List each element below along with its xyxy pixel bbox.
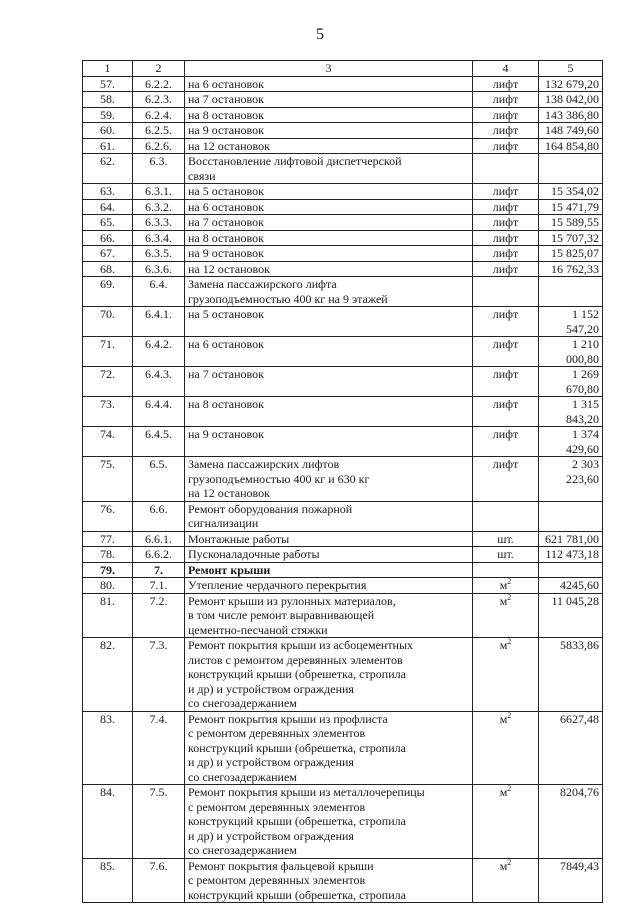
unit-cell <box>473 246 539 262</box>
header-cell: 4 <box>473 61 539 77</box>
unit-cell <box>473 138 539 154</box>
unit-superscript: 2 <box>507 577 512 586</box>
unit-text: лифт <box>492 215 519 229</box>
description-line: на 6 остановок <box>188 199 264 214</box>
table-header-row <box>83 61 603 77</box>
row-number-cell: 65. <box>83 215 133 231</box>
description-line: на 9 остановок <box>188 427 264 441</box>
description-cell <box>185 199 473 215</box>
unit-text: лифт <box>492 427 519 441</box>
price-cell: 1 374 429,60 <box>539 427 603 457</box>
price-cell: 11 045,28 <box>539 593 603 638</box>
table-row <box>83 531 603 547</box>
item-code-cell: 6.6.2. <box>133 547 185 563</box>
unit-cell <box>473 457 539 502</box>
description-line: на 5 остановок <box>188 184 264 198</box>
price-cell: 15 471,79 <box>539 199 603 215</box>
description-line: связи <box>188 168 216 183</box>
unit-cell <box>473 261 539 277</box>
row-number-cell: 79. <box>83 562 133 578</box>
unit-text: лифт <box>492 123 519 137</box>
unit-cell <box>473 92 539 108</box>
row-number-cell: 77. <box>83 531 133 547</box>
row-number-cell: 81. <box>83 593 133 638</box>
price-cell: 1 269 670,80 <box>539 367 603 397</box>
description-line: конструкций крыши (обрешетка, стропила <box>188 740 406 755</box>
unit-text: лифт <box>492 246 519 260</box>
unit-text: лифт <box>492 92 519 106</box>
description-cell <box>185 531 473 547</box>
unit-cell <box>473 638 539 712</box>
table-row <box>83 547 603 563</box>
description-line: на 12 остановок <box>188 138 270 153</box>
item-code-cell: 6.6.1. <box>133 531 185 547</box>
item-code-cell: 6.2.3. <box>133 92 185 108</box>
unit-text: лифт <box>492 107 519 122</box>
unit-superscript: 2 <box>507 857 512 867</box>
unit-cell <box>473 501 539 531</box>
description-cell <box>185 215 473 231</box>
item-code-cell: 7.6. <box>133 858 185 903</box>
unit-cell <box>473 711 539 785</box>
item-code-cell: 6.3.2. <box>133 199 185 215</box>
unit-cell <box>473 367 539 397</box>
item-code-cell: 6.2.6. <box>133 138 185 154</box>
row-number-cell: 85. <box>83 858 133 903</box>
unit-text: м <box>499 593 508 608</box>
description-line: Восстановление лифтовой диспетчерской <box>188 154 402 168</box>
price-cell <box>539 154 603 184</box>
price-cell: 15 825,07 <box>539 246 603 262</box>
unit-cell <box>473 547 539 563</box>
row-number-cell: 60. <box>83 123 133 139</box>
row-number-cell: 78. <box>83 547 133 563</box>
table-row <box>83 76 603 92</box>
price-cell <box>539 501 603 531</box>
item-code-cell: 6.4.3. <box>133 367 185 397</box>
description-line: Ремонт крыши из рулонных материалов, <box>188 593 396 608</box>
description-line: Ремонт покрытия крыши из металлочерепицы <box>188 785 425 799</box>
row-number-cell: 67. <box>83 246 133 262</box>
unit-superscript: 2 <box>507 592 512 602</box>
unit-cell <box>473 531 539 547</box>
header-cell: 5 <box>539 61 603 77</box>
description-line: на 6 остановок <box>188 76 264 91</box>
item-code-cell: 6.6. <box>133 501 185 531</box>
unit-text: м <box>499 578 508 592</box>
unit-text: лифт <box>492 261 519 276</box>
table-row <box>83 427 603 457</box>
description-line: с ремонтом деревянных элементов <box>188 873 366 887</box>
unit-text: м <box>499 638 508 652</box>
unit-text: м <box>499 858 508 873</box>
price-cell: 132 679,20 <box>539 76 603 92</box>
description-cell <box>185 107 473 123</box>
unit-text: лифт <box>492 230 519 245</box>
row-number-cell: 62. <box>83 154 133 184</box>
description-line: Монтажные работы <box>188 531 290 546</box>
price-cell: 138 042,00 <box>539 92 603 108</box>
unit-cell <box>473 307 539 337</box>
price-cell: 1 210 000,80 <box>539 337 603 367</box>
unit-text: лифт <box>492 367 519 381</box>
table-row <box>83 230 603 246</box>
item-code-cell: 7.4. <box>133 711 185 785</box>
description-line: на 12 остановок <box>188 261 270 276</box>
description-line: сигнализации <box>188 516 259 530</box>
price-cell: 15 707,32 <box>539 230 603 246</box>
description-cell <box>185 230 473 246</box>
row-number-cell: 73. <box>83 397 133 427</box>
description-line: Ремонт оборудования пожарной <box>188 501 353 516</box>
table-row <box>83 199 603 215</box>
table-row <box>83 138 603 154</box>
unit-cell <box>473 154 539 184</box>
item-code-cell: 7.1. <box>133 578 185 594</box>
unit-cell <box>473 858 539 903</box>
item-code-cell: 6.3.3. <box>133 215 185 231</box>
unit-cell <box>473 215 539 231</box>
price-cell: 1 315 843,20 <box>539 397 603 427</box>
unit-cell <box>473 562 539 578</box>
unit-text: лифт <box>492 397 519 411</box>
description-line: и др) и устройством ограждения <box>188 755 354 769</box>
table-row <box>83 578 603 594</box>
description-cell <box>185 785 473 859</box>
price-cell: 148 749,60 <box>539 123 603 139</box>
description-cell <box>185 307 473 337</box>
table-row <box>83 457 603 502</box>
price-cell: 7849,43 <box>539 858 603 903</box>
description-line: грузоподъемностью 400 кг и 630 кг <box>188 471 370 486</box>
item-code-cell: 6.2.2. <box>133 76 185 92</box>
description-cell <box>185 261 473 277</box>
description-cell <box>185 367 473 397</box>
item-code-cell: 7.2. <box>133 593 185 638</box>
price-cell: 2 303 223,60 <box>539 457 603 502</box>
unit-cell <box>473 785 539 859</box>
unit-text: лифт <box>492 307 519 321</box>
unit-cell <box>473 593 539 638</box>
row-number-cell: 64. <box>83 199 133 215</box>
unit-cell <box>473 76 539 92</box>
table-row <box>83 92 603 108</box>
price-table <box>82 60 603 903</box>
unit-text: шт. <box>497 531 514 546</box>
table-row <box>83 858 603 903</box>
unit-text: лифт <box>492 337 519 351</box>
price-cell: 5833,86 <box>539 638 603 712</box>
price-cell: 4245,60 <box>539 578 603 594</box>
item-code-cell: 7.3. <box>133 638 185 712</box>
description-line: и др) и устройством ограждения <box>188 828 354 843</box>
item-code-cell: 6.3. <box>133 154 185 184</box>
description-line: Пусконаладочные работы <box>188 547 320 561</box>
description-line: Ремонт покрытия крыши из асбоцементных <box>188 638 414 652</box>
description-line: на 7 остановок <box>188 215 264 229</box>
row-number-cell: 59. <box>83 107 133 123</box>
description-line: на 6 остановок <box>188 337 264 351</box>
description-line: со снегозадержанием <box>188 843 297 857</box>
unit-text: м <box>499 785 508 799</box>
table-row <box>83 638 603 712</box>
description-line: конструкций крыши (обрешетка, стропила <box>188 887 406 902</box>
unit-superscript: 2 <box>507 710 512 720</box>
row-number-cell: 71. <box>83 337 133 367</box>
table-row <box>83 184 603 200</box>
price-cell <box>539 277 603 307</box>
row-number-cell: 75. <box>83 457 133 502</box>
description-line: на 7 остановок <box>188 92 264 106</box>
row-number-cell: 69. <box>83 277 133 307</box>
price-cell: 164 854,80 <box>539 138 603 154</box>
price-cell: 15 354,02 <box>539 184 603 200</box>
unit-text: лифт <box>492 76 519 91</box>
item-code-cell: 6.4.2. <box>133 337 185 367</box>
price-cell: 6627,48 <box>539 711 603 785</box>
row-number-cell: 57. <box>83 76 133 92</box>
table-row <box>83 261 603 277</box>
table-row <box>83 123 603 139</box>
item-code-cell: 6.3.1. <box>133 184 185 200</box>
table-row <box>83 337 603 367</box>
row-number-cell: 82. <box>83 638 133 712</box>
unit-text: лифт <box>492 138 519 153</box>
description-line: на 7 остановок <box>188 367 264 381</box>
unit-superscript: 2 <box>507 784 512 793</box>
row-number-cell: 76. <box>83 501 133 531</box>
description-cell <box>185 154 473 184</box>
description-line: Утепление чердачного перекрытия <box>188 578 367 592</box>
description-cell <box>185 427 473 457</box>
description-cell <box>185 501 473 531</box>
table-row <box>83 107 603 123</box>
item-code-cell: 6.3.5. <box>133 246 185 262</box>
description-line: со снегозадержанием <box>188 696 297 710</box>
table-row <box>83 154 603 184</box>
row-number-cell: 66. <box>83 230 133 246</box>
unit-cell <box>473 397 539 427</box>
description-line: на 8 остановок <box>188 107 264 122</box>
unit-cell <box>473 123 539 139</box>
description-line: листов с ремонтом деревянных элементов <box>188 652 403 667</box>
header-cell: 2 <box>133 61 185 77</box>
description-line: на 9 остановок <box>188 123 264 137</box>
description-line: грузоподъемностью 400 кг на 9 этажей <box>188 291 388 306</box>
table-row <box>83 215 603 231</box>
item-code-cell: 6.4. <box>133 277 185 307</box>
description-cell <box>185 246 473 262</box>
table-row <box>83 397 603 427</box>
table-row <box>83 307 603 337</box>
item-code-cell: 6.4.1. <box>133 307 185 337</box>
row-number-cell: 61. <box>83 138 133 154</box>
row-number-cell: 68. <box>83 261 133 277</box>
item-code-cell: 6.3.4. <box>133 230 185 246</box>
row-number-cell: 83. <box>83 711 133 785</box>
price-cell: 112 473,18 <box>539 547 603 563</box>
price-cell: 8204,76 <box>539 785 603 859</box>
table-row <box>83 501 603 531</box>
item-code-cell: 6.4.4. <box>133 397 185 427</box>
price-cell <box>539 562 603 578</box>
price-cell: 143 386,80 <box>539 107 603 123</box>
description-line: Ремонт покрытия фальцевой крыши <box>188 858 374 873</box>
unit-cell <box>473 230 539 246</box>
table-row <box>83 562 603 578</box>
unit-cell <box>473 184 539 200</box>
item-code-cell: 6.4.5. <box>133 427 185 457</box>
description-cell <box>185 184 473 200</box>
description-line: Ремонт покрытия крыши из профлиста <box>188 711 388 726</box>
table-row <box>83 711 603 785</box>
description-cell <box>185 578 473 594</box>
item-code-cell: 6.2.4. <box>133 107 185 123</box>
description-line: в том числе ремонт выравнивающей <box>188 608 375 622</box>
unit-cell <box>473 277 539 307</box>
description-cell <box>185 138 473 154</box>
unit-cell <box>473 199 539 215</box>
description-cell <box>185 858 473 903</box>
description-cell <box>185 457 473 502</box>
unit-text: лифт <box>492 184 519 198</box>
description-line: с ремонтом деревянных элементов <box>188 726 366 740</box>
description-line: на 12 остановок <box>188 486 270 500</box>
row-number-cell: 58. <box>83 92 133 108</box>
description-line: конструкций крыши (обрешетка, стропила <box>188 667 406 681</box>
item-code-cell: 7.5. <box>133 785 185 859</box>
row-number-cell: 80. <box>83 578 133 594</box>
row-number-cell: 72. <box>83 367 133 397</box>
description-cell <box>185 593 473 638</box>
unit-superscript: 2 <box>507 637 512 646</box>
unit-text: шт. <box>497 547 514 561</box>
description-line: конструкций крыши (обрешетка, стропила <box>188 814 406 828</box>
description-line: с ремонтом деревянных элементов <box>188 799 366 814</box>
unit-text: м <box>499 711 508 726</box>
description-cell <box>185 711 473 785</box>
header-cell: 3 <box>185 61 473 77</box>
table-row <box>83 277 603 307</box>
description-cell <box>185 547 473 563</box>
row-number-cell: 74. <box>83 427 133 457</box>
price-cell: 16 762,33 <box>539 261 603 277</box>
description-line: Замена пассажирских лифтов <box>188 457 340 471</box>
item-code-cell: 7. <box>133 562 185 578</box>
description-line: на 9 остановок <box>188 246 264 260</box>
item-code-cell: 6.3.6. <box>133 261 185 277</box>
price-cell: 1 152 547,20 <box>539 307 603 337</box>
description-line: Ремонт крыши <box>188 562 271 577</box>
row-number-cell: 63. <box>83 184 133 200</box>
description-cell <box>185 397 473 427</box>
item-code-cell: 6.5. <box>133 457 185 502</box>
unit-text: лифт <box>492 457 519 471</box>
table-row <box>83 246 603 262</box>
row-number-cell: 84. <box>83 785 133 859</box>
unit-cell <box>473 107 539 123</box>
description-cell <box>185 277 473 307</box>
description-line: со снегозадержанием <box>188 769 297 784</box>
table-row <box>83 785 603 859</box>
description-cell <box>185 638 473 712</box>
price-cell: 15 589,55 <box>539 215 603 231</box>
header-cell: 1 <box>83 61 133 77</box>
unit-text: лифт <box>492 199 519 214</box>
description-cell <box>185 562 473 578</box>
table-row <box>83 367 603 397</box>
description-cell <box>185 337 473 367</box>
page-number: 5 <box>316 26 324 43</box>
table-row <box>83 593 603 638</box>
description-cell <box>185 76 473 92</box>
description-cell <box>185 123 473 139</box>
description-cell <box>185 92 473 108</box>
unit-cell <box>473 337 539 367</box>
price-cell: 621 781,00 <box>539 531 603 547</box>
description-line: на 5 остановок <box>188 307 264 321</box>
unit-cell <box>473 427 539 457</box>
row-number-cell: 70. <box>83 307 133 337</box>
description-line: цементно-песчаной стяжки <box>188 622 328 637</box>
description-line: на 8 остановок <box>188 230 264 245</box>
item-code-cell: 6.2.5. <box>133 123 185 139</box>
description-line: на 8 остановок <box>188 397 264 411</box>
description-line: Замена пассажирского лифта <box>188 277 337 291</box>
description-line: и др) и устройством ограждения <box>188 681 354 696</box>
unit-cell <box>473 578 539 594</box>
